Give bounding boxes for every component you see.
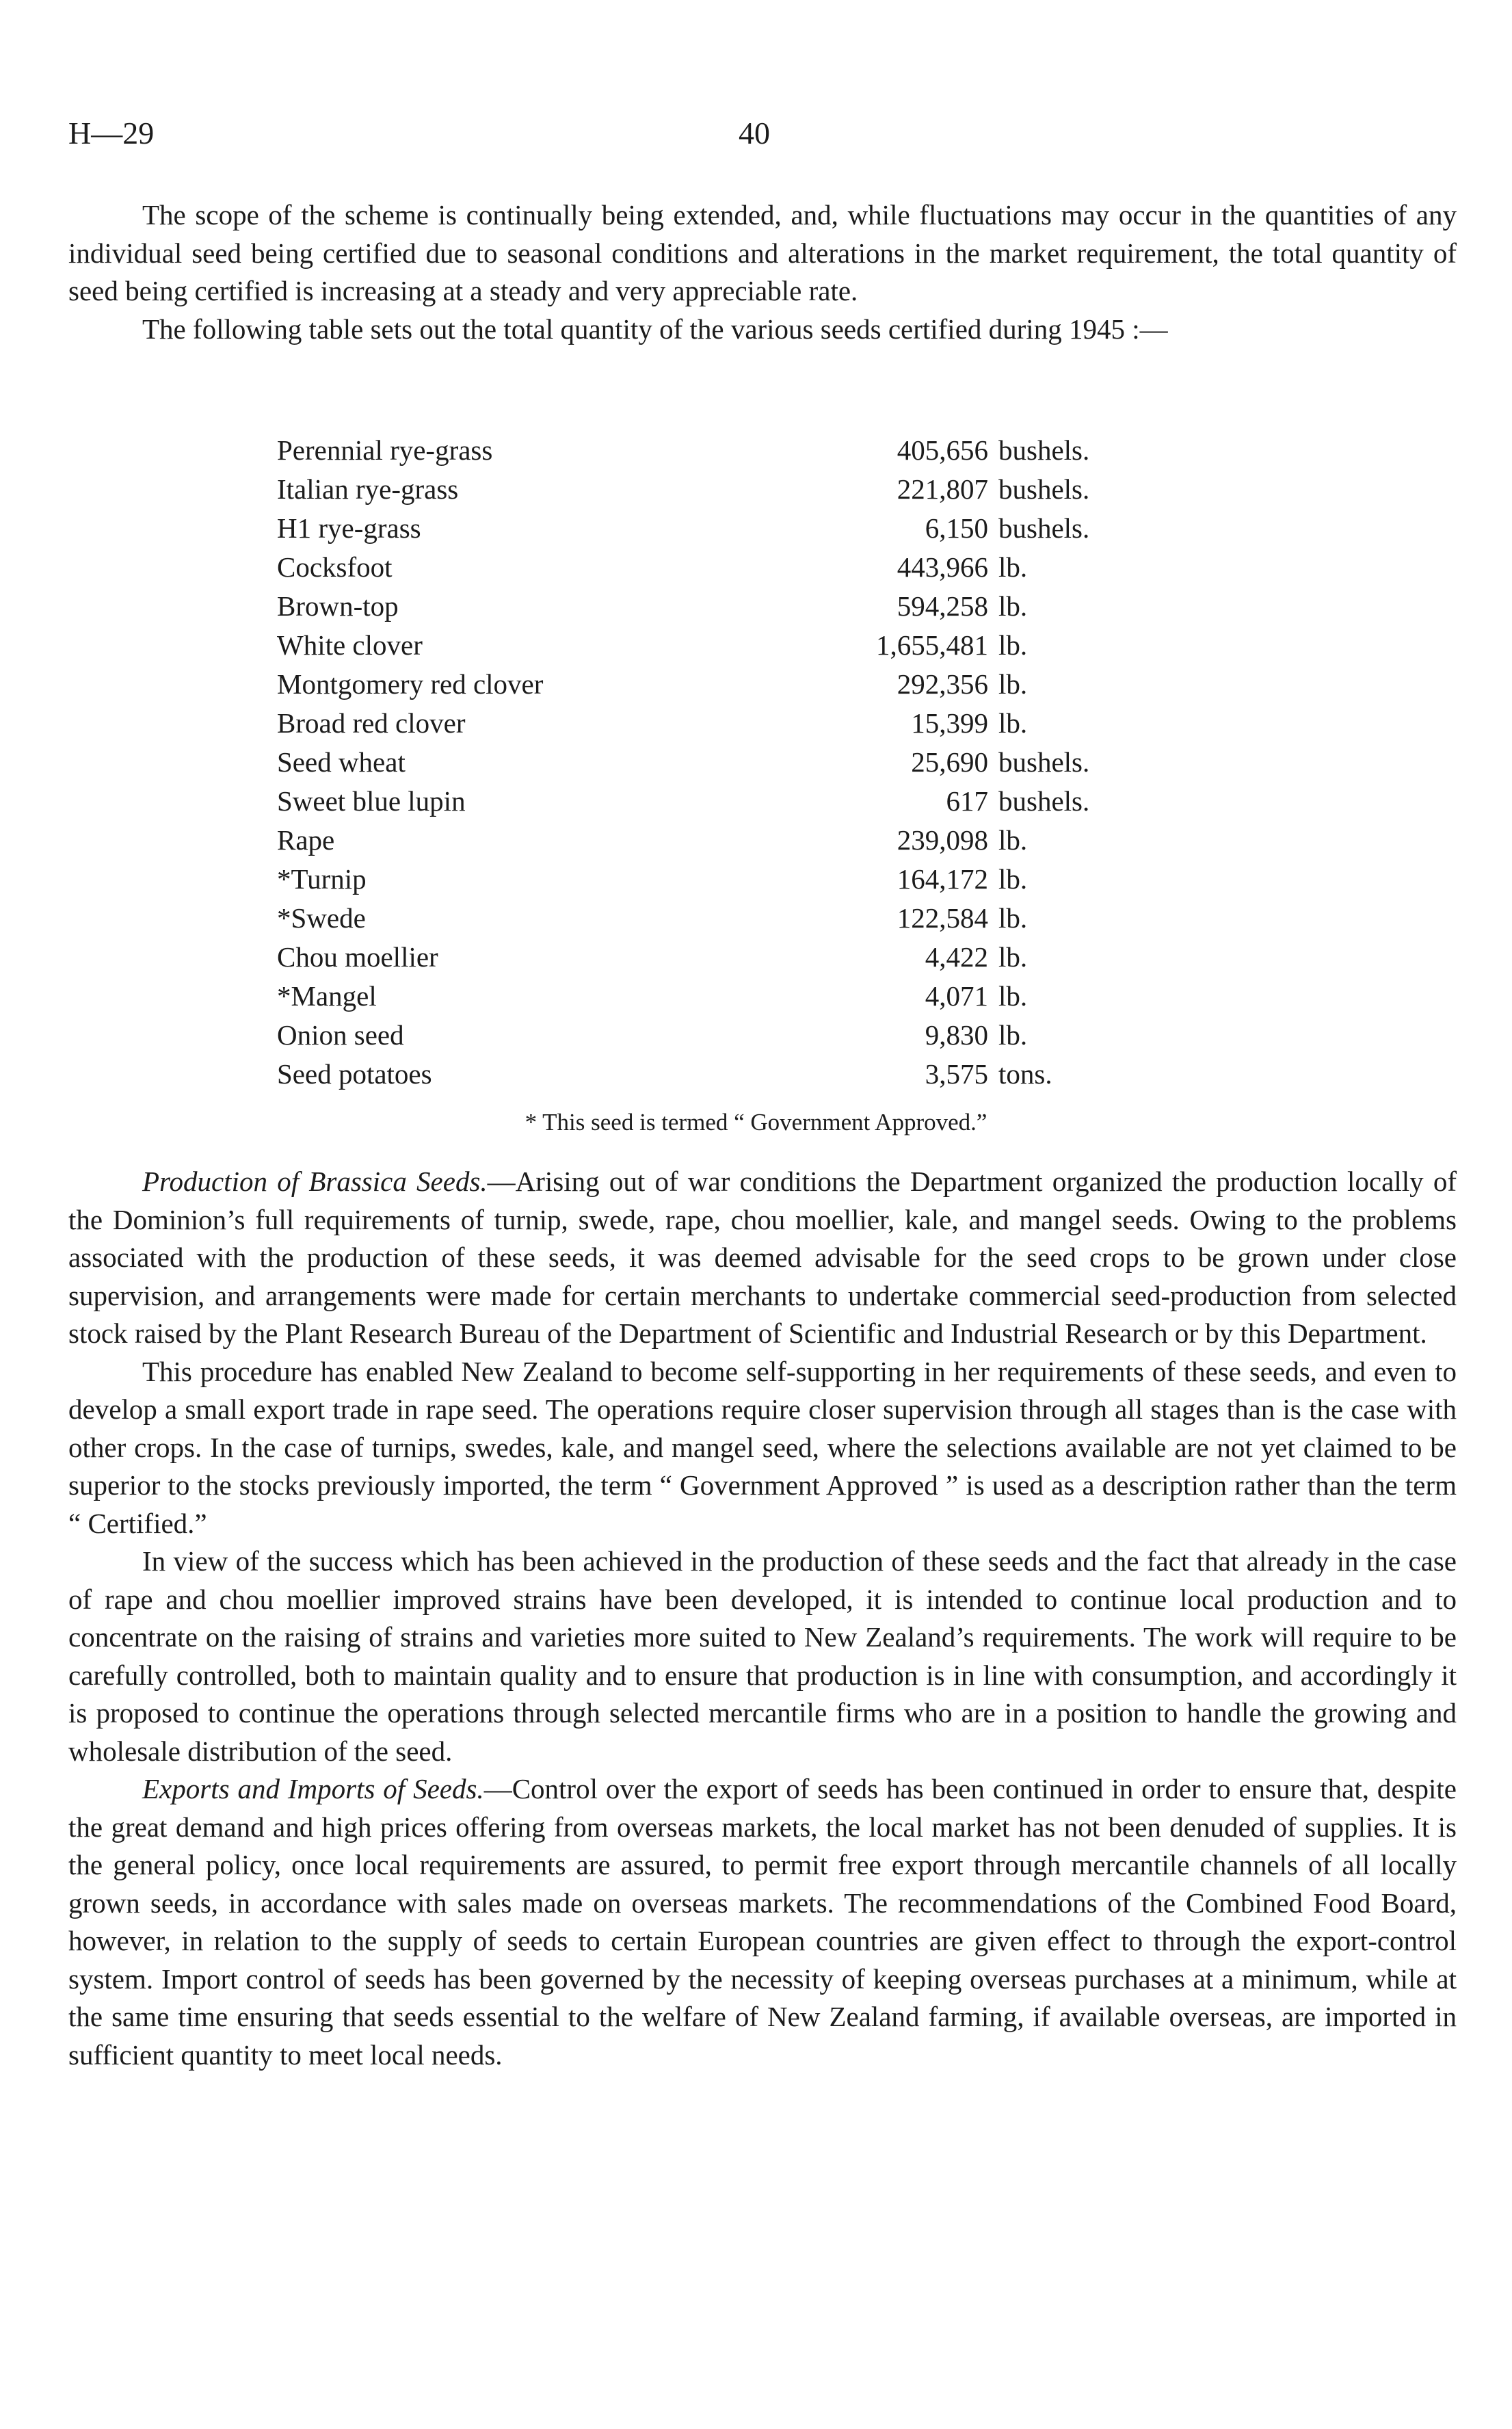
seed-unit: lb. [998,1019,1028,1051]
seed-row [277,821,1303,860]
brassica-paragraph-3: In view of the success which has been achieved in the production of these seeds and the fact that already in the case of rape and chou moellier improved strains have been developed, it is intended to continue local production and to concentrate on the raising of strains and varieties more suited to New Zealand’s requirements. The work will require to be carefully controlled, both to maintain quality and to ensure that production is in line with consumption, and accordingly it is proposed to continue the operations through selected mercantile firms who are in a position to handle the growing and wholesale distribution of the seed. [68,1545,1457,1767]
exports-paragraph [68,1770,1457,2074]
seed-quantity: 164,172 [897,863,988,895]
seed-name: Cocksfoot [277,551,393,583]
seed-row [277,470,1303,509]
brassica-paragraph-1 [68,1163,1457,1353]
seed-unit: tons. [998,1058,1052,1090]
seed-name: Italian rye-grass [277,473,459,505]
seed-row [277,860,1303,899]
seed-quantity: 221,807 [897,473,988,505]
seed-row [277,899,1303,938]
seed-unit: lb. [998,980,1028,1012]
exports-paragraph-text: —Control over the export of seeds has been continued in order to ensure that, despite the great demand and high prices offering from overseas markets, the local market has not been denuded of supplies. It is the general policy, once local requirements are assured, to permit free export through mercantile channels of all locally grown seeds, in accordance with sales made on overseas markets. The recommendations of the Combined Food Board, however, in relation to the supply of seeds to certain European countries are given effect to through the export-control system. Import control of seeds has been governed by the necessity of keeping overseas purchases at a minimum, while at the same time ensuring that seeds essential to the welfare of New Zealand farming, if available overseas, are imported in sufficient quantity to meet local needs. [68,1773,1457,2071]
seed-unit: lb. [998,551,1028,583]
seed-unit: bushels. [998,512,1090,544]
seed-quantity: 6,150 [925,512,988,544]
seed-quantity: 617 [946,785,988,817]
seed-name: Chou moellier [277,941,438,973]
seed-row [277,548,1303,587]
seed-quantity: 3,575 [925,1058,988,1090]
seed-row [277,977,1303,1016]
seed-quantity: 405,656 [897,434,988,466]
seed-quantity: 1,655,481 [876,629,988,661]
seed-name: Sweet blue lupin [277,785,466,817]
seed-name: *Turnip [277,863,367,895]
page-number: 40 [739,116,770,150]
seed-unit: lb. [998,863,1028,895]
seed-quantity: 239,098 [897,824,988,856]
seed-name: Perennial rye-grass [277,434,493,466]
seed-unit: bushels. [998,785,1090,817]
brassica-paragraph-2: This procedure has enabled New Zealand to become self-supporting in her requirements of these seeds, and even to develop a small export trade in rape seed. The operations require closer supervision through all stages than is the case with other crops. In the case of turnips, swedes, kale, and mangel seed, where the selections available are not yet claimed to be superior to the stocks previously imported, the term “ Government Approved ” is used as a description rather than the term “ Certified.” [68,1355,1457,1539]
intro-paragraph-1: The scope of the scheme is continually being extended, and, while fluctuations may occur in the quantities of any individual seed being certified due to seasonal conditions and alterations in the market requirement, the total quantity of seed being certified is increasing at a steady and very appreciable rate. [68,199,1457,306]
seed-unit: lb. [998,824,1028,856]
seed-quantity: 594,258 [897,590,988,622]
seed-unit: bushels. [998,746,1090,778]
seed-quantity: 15,399 [911,707,988,739]
seed-quantity: 9,830 [925,1019,988,1051]
intro-section [68,196,1457,348]
seed-name: H1 rye-grass [277,512,421,544]
seed-unit: lb. [998,902,1028,934]
seed-unit: bushels. [998,434,1090,466]
seed-unit: lb. [998,590,1028,622]
seed-row [277,1016,1303,1055]
seed-name: Onion seed [277,1019,404,1051]
seed-row [277,938,1303,977]
seed-quantity: 292,356 [897,668,988,700]
seed-name: *Swede [277,902,366,934]
seed-row [277,626,1303,665]
seed-name: White clover [277,629,423,661]
seed-row [277,431,1303,470]
seed-name: *Mangel [277,980,377,1012]
seed-row [277,665,1303,704]
seed-name: Montgomery red clover [277,668,544,700]
brassica-paragraph-1-text: —Arising out of war conditions the Department organized the production locally of the Dominion’s full requirements of turnip, swede, rape, chou moellier, kale, and mangel seeds. Owing to the problems associated with the production of these seeds, it was deemed advisable for the seed crops to be grown under close supervision, and arrangements were made for certain merchants to undertake commercial seed-production from selected stock raised by the Plant Research Bureau of the Department of Scientific and Industrial Research or by this Department. [68,1166,1457,1349]
seed-name: Brown-top [277,590,399,622]
seed-quantity: 443,966 [897,551,988,583]
seed-unit: lb. [998,668,1028,700]
document-reference: H—29 [68,116,155,150]
seed-quantity: 4,071 [925,980,988,1012]
page-header [68,115,1444,156]
seed-row [277,587,1303,626]
seed-unit: lb. [998,941,1028,973]
seed-row [277,704,1303,743]
exports-heading: Exports and Imports of Seeds. [142,1773,484,1804]
seed-name: Seed wheat [277,746,406,778]
seed-row [277,1055,1303,1094]
intro-paragraph-2: The following table sets out the total quantity of the various seeds certified during 1945 :— [142,313,1168,345]
seed-row [277,782,1303,821]
table-footnote: * This seed is termed “ Government Approved.” [525,1109,987,1135]
seed-quantity: 25,690 [911,746,988,778]
seed-unit: bushels. [998,473,1090,505]
seed-unit: lb. [998,629,1028,661]
seed-name: Seed potatoes [277,1058,432,1090]
seed-certification-table [277,431,1303,1094]
seed-name: Broad red clover [277,707,466,739]
brassica-heading: Production of Brassica Seeds. [142,1166,488,1197]
seed-unit: lb. [998,707,1028,739]
seed-name: Rape [277,824,335,856]
seed-row [277,509,1303,548]
seed-quantity: 122,584 [897,902,988,934]
seed-quantity: 4,422 [925,941,988,973]
brassica-section [68,1163,1457,2074]
seed-row [277,743,1303,782]
